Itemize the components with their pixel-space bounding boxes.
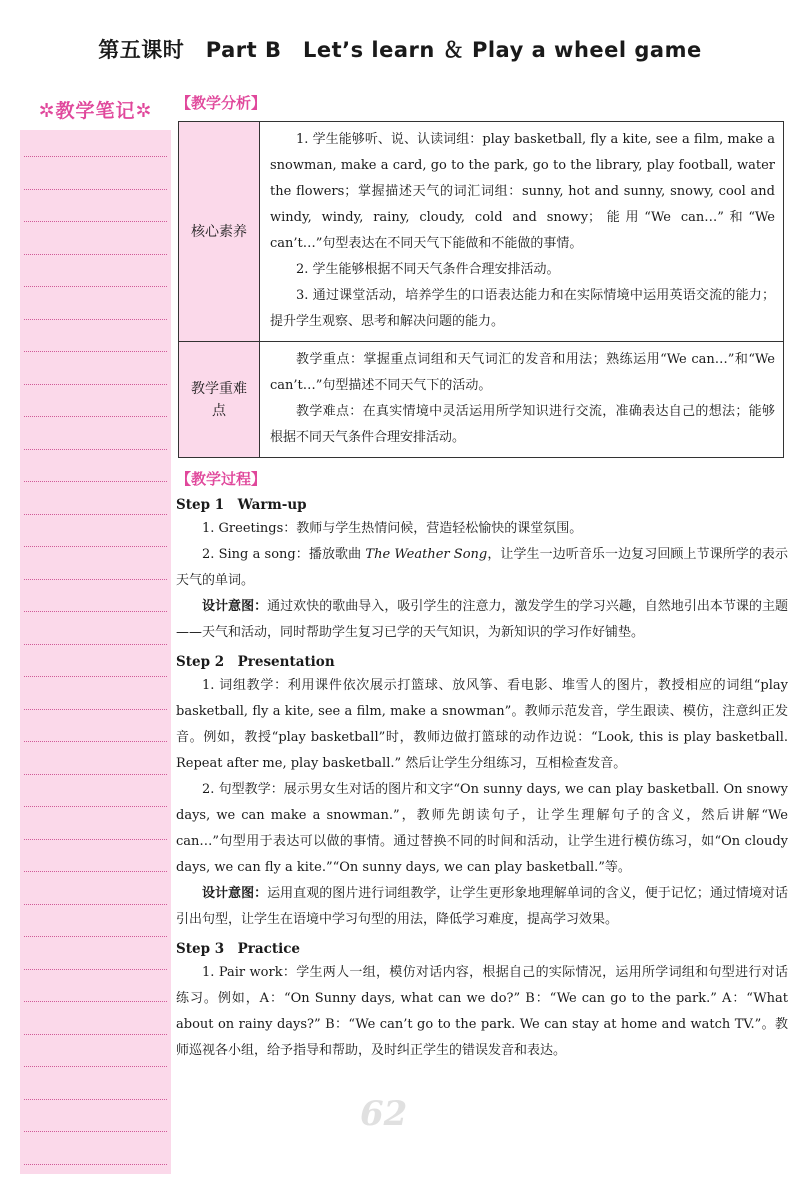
analysis-table (178, 121, 784, 458)
process-heading: 【教学过程】 (176, 470, 267, 488)
note-line (24, 871, 167, 872)
paragraph: 2. 句型教学：展示男女生对话的图片和文字“On sunny days, we can play basketball. On snowy days, we can make a snowman.”，教师先朗读句子，让学生理解句子的含义，然后讲解“We can…”句型用于表达可以做的事情。通过替换不同的时间和活动，让学生进行模仿练习，如“On cloudy days, we can fly a kite.”“On sunny days, we can play basketball.”等。 (176, 782, 788, 875)
note-line (24, 969, 167, 970)
note-line (24, 676, 167, 677)
paragraph: 2. Sing a song：播放歌曲 The Weather Song，让学生一边听音乐一边复习回顾上节课所学的表示天气的单词。 (176, 547, 788, 588)
note-line (24, 319, 167, 320)
song-title: The Weather Song (365, 547, 488, 562)
note-line (24, 904, 167, 905)
step-title: Step 1 Warm-up (176, 497, 307, 513)
note-line (24, 351, 167, 352)
note-line (24, 774, 167, 775)
note-lines (20, 130, 171, 1174)
paragraph: 1. 学生能够听、说、认读词组：play basketball, fly a kite, see a film, make a snowman, make a card, go to the park, go to the library, play football, water the flowers；掌握描述天气的词汇词组：sunny, hot and sunny, snowy, cool and windy, windy, rainy, cloudy, cold and snowy；能用“We can…”和“We can’t…”句型表达在不同天气下能做和不能做的事情。 (270, 132, 775, 251)
notes-sidebar (20, 92, 171, 1174)
paragraph: 1. 词组教学：利用课件依次展示打篮球、放风筝、看电影、堆雪人的图片，教授相应的词组“play basketball, fly a kite, see a film, make a snowman”。教师示范发音，学生跟读、模仿，注意纠正发音。例如，教授“play basketball”时，教师边做打篮球的动作边说：“Look, this is play basketball. Repeat after me, play basketball.” 然后让学生分组练习，互相检查发音。 (176, 678, 788, 771)
table-row (179, 122, 784, 342)
note-line (24, 286, 167, 287)
paragraph: 教学难点：在真实情境中灵活运用所学知识进行交流，准确表达自己的想法；能够根据不同天气条件合理安排活动。 (270, 404, 775, 445)
page-title: 第五课时 Part B Let’s learn ＆ Play a wheel game (98, 38, 702, 62)
note-line (24, 449, 167, 450)
note-line (24, 416, 167, 417)
note-line (24, 1001, 167, 1002)
note-line (24, 514, 167, 515)
paragraph: 教学重点：掌握重点词组和天气词汇的发音和用法；熟练运用“We can…”和“We can’t…”句型描述不同天气下的活动。 (270, 352, 775, 393)
note-line (24, 839, 167, 840)
paragraph: 1. Pair work：学生两人一组，模仿对话内容，根据自己的实际情况，运用所学词组和句型进行对话练习。例如，A：“On Sunny days, what can we do?” B：“We can go to the park.” A：“What about on rainy days?” B：“We can’t go to the park. We can stay at home and watch TV.”。教师巡视各小组，给予指导和帮助，及时纠正学生的错误发音和表达。 (176, 965, 788, 1058)
note-line (24, 1034, 167, 1035)
page-number: 62 (360, 1094, 408, 1134)
row-label: 核心素养 (179, 122, 260, 342)
step-title: Step 3 Practice (176, 941, 301, 957)
table-row (179, 342, 784, 458)
note-line (24, 709, 167, 710)
design-intent: 设计意图：运用直观的图片进行词组教学，让学生更形象地理解单词的含义，便于记忆；通过情境对话引出句型，让学生在语境中学习句型的用法，降低学习难度，提高学习效果。 (176, 886, 788, 927)
note-line (24, 579, 167, 580)
design-intent: 设计意图：通过欢快的歌曲导入，吸引学生的注意力，激发学生的学习兴趣，自然地引出本节课的主题——天气和活动，同时帮助学生复习已学的天气知识，为新知识的学习作好铺垫。 (176, 599, 788, 640)
note-line (24, 644, 167, 645)
paragraph: 1. Greetings：教师与学生热情问候，营造轻松愉快的课堂氛围。 (202, 521, 583, 536)
note-line (24, 546, 167, 547)
main-content (176, 92, 788, 1064)
paragraph: 2. 学生能够根据不同天气条件合理安排活动。 (296, 262, 560, 277)
note-line (24, 1066, 167, 1067)
note-line (24, 611, 167, 612)
step-title: Step 2 Presentation (176, 654, 335, 670)
note-line (24, 1164, 167, 1165)
note-line (24, 936, 167, 937)
paragraph: 3. 通过课堂活动，培养学生的口语表达能力和在实际情境中运用英语交流的能力；提升学生观察、思考和解决问题的能力。 (270, 288, 775, 329)
note-line (24, 481, 167, 482)
row-body (260, 342, 784, 458)
note-line (24, 806, 167, 807)
note-line (24, 1099, 167, 1100)
note-line (24, 189, 167, 190)
note-line (24, 741, 167, 742)
row-label: 教学重难点 (179, 342, 260, 458)
row-body (260, 122, 784, 342)
notes-label: ✲教学笔记✲ (20, 92, 171, 130)
process-section (176, 468, 788, 1064)
note-line (24, 1131, 167, 1132)
note-line (24, 221, 167, 222)
note-line (24, 254, 167, 255)
analysis-heading: 【教学分析】 (176, 94, 267, 112)
note-line (24, 156, 167, 157)
note-line (24, 384, 167, 385)
